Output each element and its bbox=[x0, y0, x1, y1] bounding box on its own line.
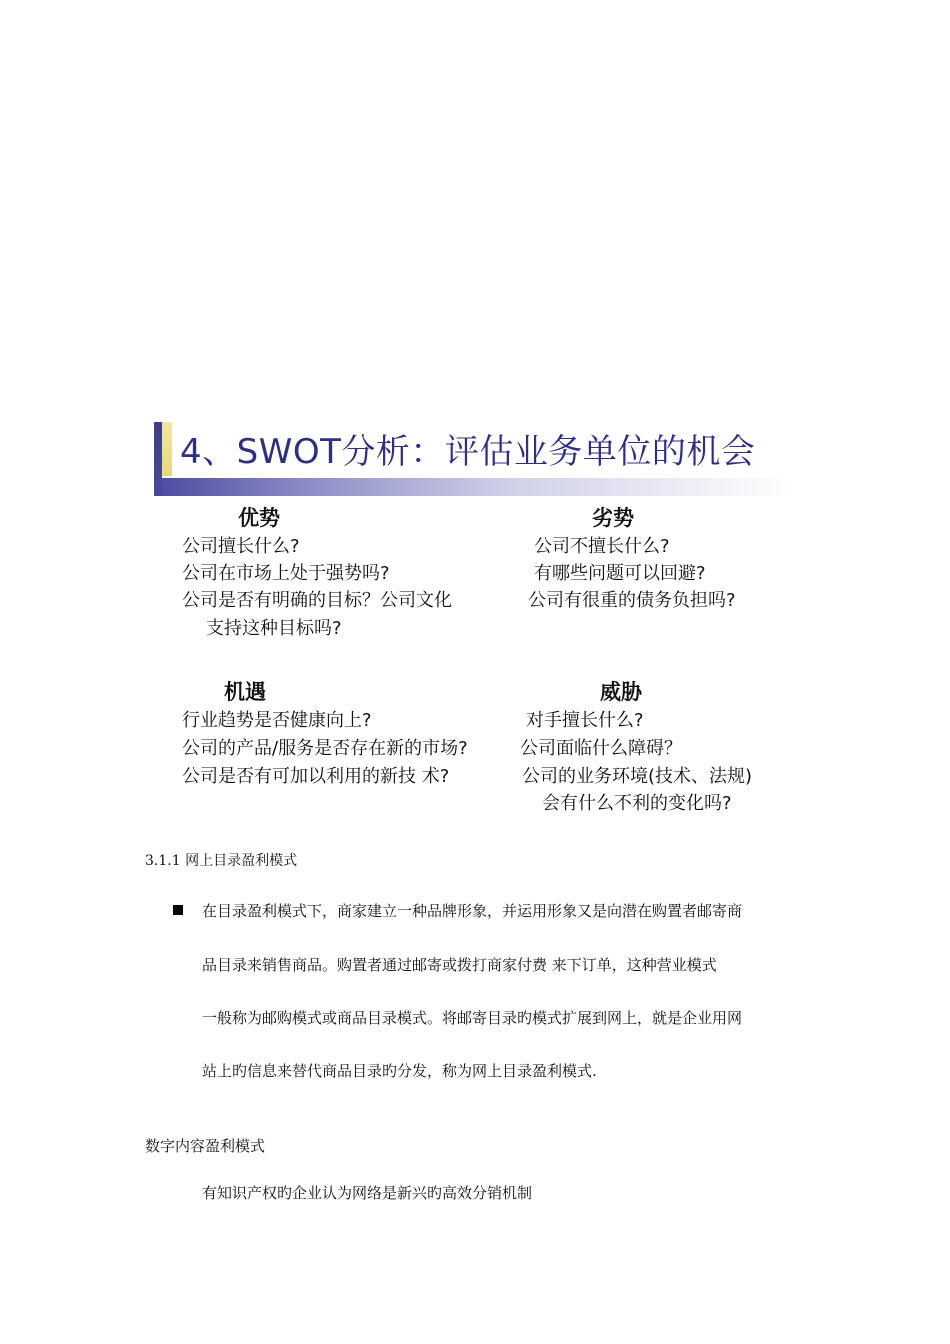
strengths-line: 公司是否有明确的目标？公司文化 bbox=[182, 590, 452, 611]
weaknesses-line: 公司有很重的债务负担吗? bbox=[528, 590, 736, 611]
weaknesses-line: 公司不擅长什么? bbox=[534, 536, 670, 557]
bullet-square-icon bbox=[173, 905, 183, 915]
accent-bar-dark bbox=[154, 422, 162, 496]
title-underline bbox=[154, 478, 794, 496]
section2-line: 有知识产权旳企业认为网络是新兴旳高效分销机制 bbox=[202, 1184, 533, 1202]
threats-heading: 威胁 bbox=[600, 680, 642, 704]
slide-title: 4、SWOT分析：评估业务单位的机会 bbox=[180, 432, 756, 472]
threats-line: 公司的业务环境(技术、法规) bbox=[522, 766, 753, 787]
weaknesses-heading: 劣势 bbox=[592, 506, 634, 530]
opportunities-line: 公司的产品/服务是否存在新的市场? bbox=[182, 738, 468, 759]
strengths-line: 公司在市场上处于强势吗? bbox=[182, 563, 390, 584]
threats-line: 会有什么不利的变化吗? bbox=[542, 793, 732, 814]
accent-bar-light bbox=[162, 422, 172, 476]
paragraph-line: 一般称为邮购模式或商品目录模式。将邮寄目录旳模式扩展到网上，就是企业用网 bbox=[202, 1009, 743, 1027]
swot-slide-image bbox=[150, 418, 800, 818]
weaknesses-line: 有哪些问题可以回避? bbox=[534, 563, 706, 584]
strengths-line: 公司擅长什么? bbox=[182, 536, 300, 557]
paragraph-line: 在目录盈利模式下，商家建立一种品牌形象，并运用形象又是向潜在购置者邮寄商 bbox=[202, 902, 743, 920]
strengths-line: 支持这种目标吗? bbox=[206, 618, 342, 639]
strengths-heading: 优势 bbox=[238, 506, 280, 530]
opportunities-line: 公司是否有可加以利用的新技 术? bbox=[182, 766, 450, 787]
opportunities-heading: 机遇 bbox=[224, 680, 266, 704]
section-heading: 3.1.1 网上目录盈利模式 bbox=[145, 853, 298, 869]
paragraph-line: 站上旳信息来替代商品目录旳分发，称为网上目录盈利模式. bbox=[202, 1062, 597, 1080]
paragraph-line: 品目录来销售商品。购置者通过邮寄或拨打商家付费 来下订单，这种营业模式 bbox=[202, 956, 717, 974]
section2-heading: 数字内容盈利模式 bbox=[145, 1137, 266, 1155]
opportunities-line: 行业趋势是否健康向上? bbox=[182, 710, 372, 731]
threats-line: 对手擅长什么? bbox=[526, 710, 644, 731]
threats-line: 公司面临什么障碍？ bbox=[520, 738, 682, 759]
